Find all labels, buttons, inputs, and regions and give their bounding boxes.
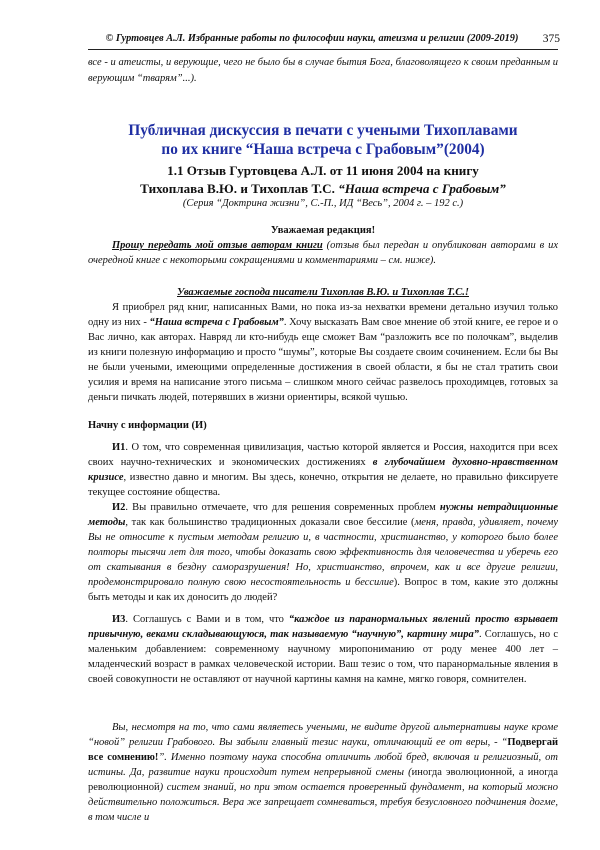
item-i2 xyxy=(88,500,558,605)
salutation: Уважаемая редакция! xyxy=(270,225,376,236)
continuation-text: все - и атеисты, и верующие, чего не было бы в случае бытия Бога, благоволящего к своим преданным и верующим “тварям”...). xyxy=(88,57,558,84)
item-i1-text-b: , известно давно и многим. Вы здесь, конечно, открытия не делаете, но правильно фиксируете текущее состояние общества. xyxy=(88,472,558,498)
running-header xyxy=(64,33,560,49)
info-heading: Начну с информации (И) xyxy=(88,420,207,431)
quote-text-c: ) систем знаний, но при этом остается проверенный фундамент, на который можно действительно положиться. Вера же запрещает сомневаться, требуя безусловного подчинения догме, в том числе и xyxy=(88,782,558,823)
item-i2-italic: меня, правда, удивляет, почему Вы не относите к пустым методам религию и, в частности, христианство, у которого было более полторы тысячи лет для того, чтобы доказать свою эффективность для человечества и уберечь его от скатывания в бездну саморазрушения! Но, христианство, впрочем, как и все другие религии, продемонстрировало полную свою несостоятельность и бессилие xyxy=(88,517,558,588)
subsection-book-title: “Наша встреча с Грабовым” xyxy=(338,181,506,196)
quote-text-a: Вы, несмотря на то, что сами являетесь учеными, не видите другой альтернативы науке кроме “новой” религии Грабового. Вы забыли главный тезис науки, отличающий ее от веры, - “ xyxy=(88,722,558,748)
quote-paragraph xyxy=(88,720,558,825)
item-i2-text-c: ). Вопрос в том, какие это должны быть методы и как их доносить до людей? xyxy=(88,577,558,603)
subsection-title-line1: 1.1 Отзыв Гуртовцева А.Л. от 11 июня 2004 на книгу xyxy=(167,163,479,178)
item-i3-label: И3 xyxy=(112,614,126,625)
item-i3-quote: “каждое из паранормальных явлений просто взрывает привычную, веками складывающуюся, так называемую “научную”, картину мира” xyxy=(88,614,558,640)
section-title-line2: по их книге “Наша встреча с Грабовым”(2004) xyxy=(161,141,485,158)
section-title xyxy=(88,121,558,159)
intro-book-title: “Наша встреча с Грабовым” xyxy=(149,317,284,328)
item-i1-crisis: в глубочайшем духовно-нравственном кризисе xyxy=(88,457,558,483)
item-i2-text-a: . Вы правильно отмечаете, что для решения современных проблем xyxy=(125,502,440,513)
intro-paragraph xyxy=(88,300,558,405)
item-i3-text-b: . Соглашусь, но с маленьким добавлением: современному научному миропониманию от роду менее 400 лет – младенческий возраст в рамках человеческой истории. Ваш тезис о том, что паранормальные явления в своей совокупности не оставляют от научной картины камня на камне, мягко говоря, сомнителен. xyxy=(88,629,558,685)
item-i2-label: И2 xyxy=(112,502,126,513)
page-number: 375 xyxy=(542,33,560,45)
request-bold: Прошу передать мой отзыв авторам книги xyxy=(112,240,323,251)
item-i3 xyxy=(88,612,558,687)
item-i2-text-b: , так как большинство традиционных доказали свое бессилие ( xyxy=(125,517,415,528)
subsection-title xyxy=(88,162,558,198)
running-title: © Гуртовцев А.Л. Избранные работы по философии науки, атеизма и религии (2009-2019) xyxy=(105,33,519,44)
series-info: (Серия “Доктрина жизни”, С.-П., ИД “Весь”, 2004 г. – 192 с.) xyxy=(182,198,464,209)
quote-bold: Подвергай все сомнению! xyxy=(88,737,558,763)
quote-text-b: ”. Именно поэтому наука способна отличить любой бред, включая и религиозный, от истины. Да, развитие науки происходит путем непрерывной смены ( xyxy=(88,752,558,778)
intro-text-b: . Хочу высказать Вам свое мнение об этой книге, ее герое и о Вас лично, как авторах. Навряд ли кто-нибудь еще сможет Вам “разложить все по полочкам”, выделив из книги полезную информацию и просто “шумы”, которые Вы создаете своим сочинением. Если бы Вы не были учеными, имеющими определенные достижения в своей области, я бы не стал тратить свои усилия и время на написание этого письма – слишком много сейчас развелось проходимцев, готовых за деньги пичкать людей, потерявших в жизни ориентиры, всякой чушью. xyxy=(88,317,558,403)
subsection-title-line2 xyxy=(88,180,558,198)
item-i3-text-a: . Соглашусь с Вами и в том, что xyxy=(125,614,289,625)
intro-text-a: Я приобрел ряд книг, написанных Вами, но пока из-за нехватки времени детально изучил только одну из них - xyxy=(88,302,558,328)
address-line: Уважаемые господа писатели Тихоплав В.Ю. и Тихоплав Т.С.! xyxy=(177,287,469,298)
header-rule xyxy=(88,49,558,50)
item-i1-label: И1 xyxy=(112,442,126,453)
quote-evolution: иногда эволюционной, а иногда революционной xyxy=(88,767,558,793)
section-title-line1: Публичная дискуссия в печати с учеными Тихоплавами xyxy=(128,122,518,139)
item-i1-text-a: . О том, что современная цивилизация, частью которой является и Россия, находится при всех своих научно-технических и экономических достижениях xyxy=(88,442,558,468)
item-i1 xyxy=(88,440,558,500)
subsection-authors: Тихоплава В.Ю. и Тихоплав Т.С. xyxy=(140,181,339,196)
request-paragraph xyxy=(88,238,558,268)
item-i2-methods: нужны нетрадиционные методы xyxy=(88,502,558,528)
request-rest: (отзыв был передан и опубликован авторами в их очередной книге с некоторыми сокращениями и комментариями – см. ниже). xyxy=(88,240,558,266)
